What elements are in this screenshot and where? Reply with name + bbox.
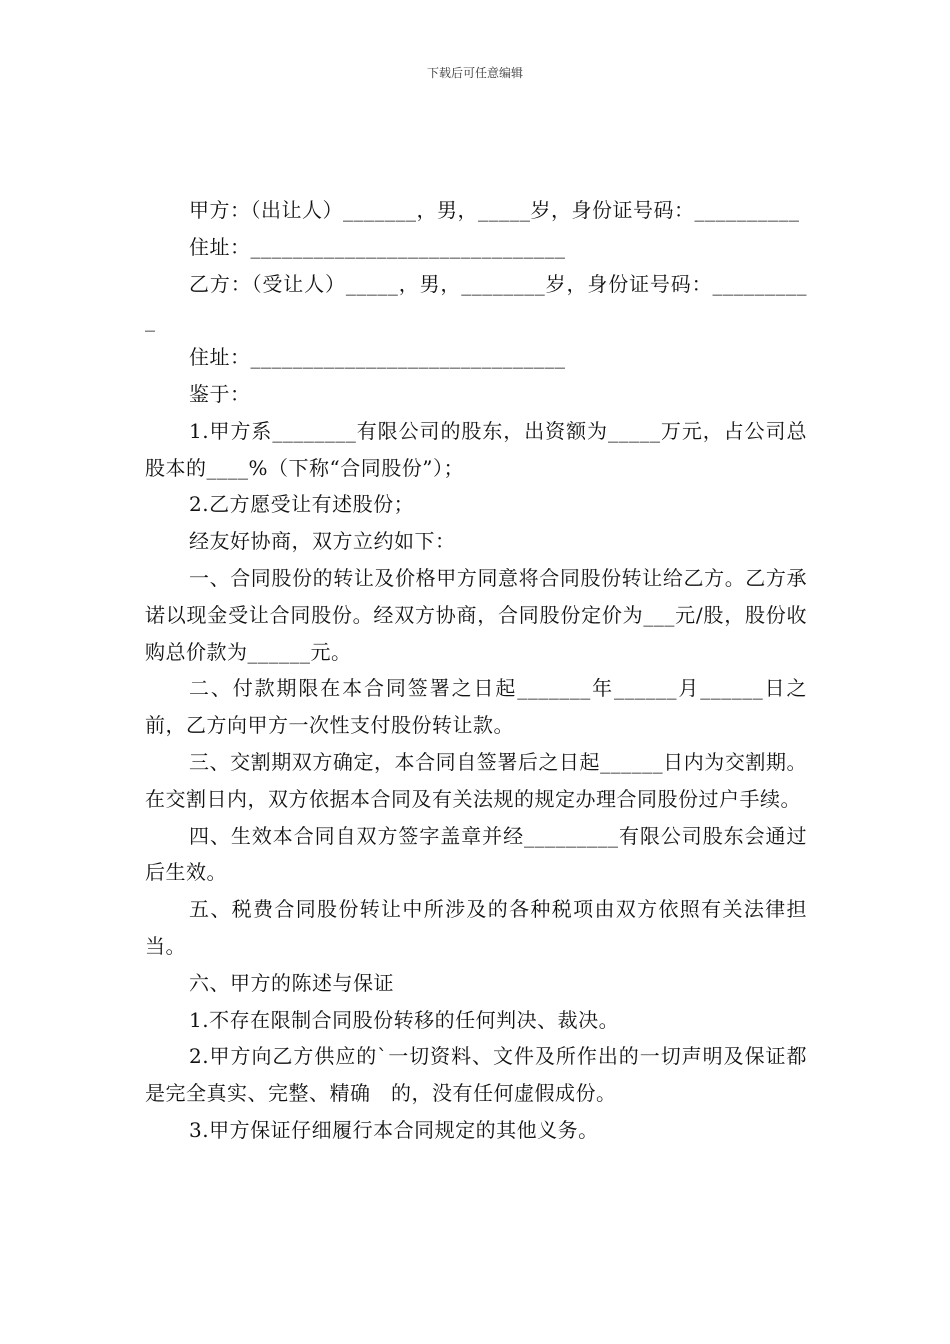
clause-4-effectiveness: 四、生效本合同自双方签字盖章并经_________有限公司股东会通过后生效。 [145, 823, 807, 885]
whereas-item-2: 2.乙方愿受让有述股份； [189, 492, 415, 517]
party-b-line: 乙方：（受让人）_____，男，________岁，身份证号码：__________ [145, 271, 807, 333]
party-a-address: 住址：______________________________ [189, 234, 566, 259]
whereas-item-1: 1.甲方系________有限公司的股东，出资额为_____万元，占公司总股本的____%（下称“合同股份”）； [145, 418, 807, 480]
party-b-address: 住址：______________________________ [189, 345, 566, 370]
document-body [145, 192, 807, 1149]
clause-6-heading: 六、甲方的陈述与保证 [189, 970, 394, 995]
party-a-line: 甲方：（出让人）_______，男，_____岁，身份证号码：__________ [189, 198, 800, 222]
clause-6-item-1: 1.不存在限制合同股份转移的任何判决、裁决。 [189, 1007, 620, 1032]
whereas-heading: 鉴于： [189, 381, 251, 406]
clause-3-delivery-period: 三、交割期双方确定，本合同自签署后之日起______日内为交割期。在交割日内，双方依据本合同及有关法规的规定办理合同股份过户手续。 [145, 749, 807, 811]
page-header: 下载后可任意编辑 [426, 66, 523, 80]
clause-6-item-2: 2.甲方向乙方供应的`一切资料、文件及所作出的一切声明及保证都是完全真实、完整、精确 的，没有任何虚假成份。 [145, 1044, 807, 1106]
agreement-intro: 经友好协商，双方立约如下： [189, 529, 456, 554]
clause-1-transfer-price: 一、合同股份的转让及价格甲方同意将合同股份转让给乙方。乙方承诺以现金受让合同股份。经双方协商，合同股份定价为___元/股，股份收购总价款为______元。 [145, 565, 807, 664]
clause-5-taxes: 五、税费合同股份转让中所涉及的各种税项由双方依照有关法律担当。 [145, 897, 807, 958]
clause-6-item-3: 3.甲方保证仔细履行本合同规定的其他义务。 [189, 1117, 599, 1142]
clause-2-payment-term: 二、付款期限在本合同签署之日起_______年______月______日之前，乙方向甲方一次性支付股份转让款。 [145, 676, 807, 738]
